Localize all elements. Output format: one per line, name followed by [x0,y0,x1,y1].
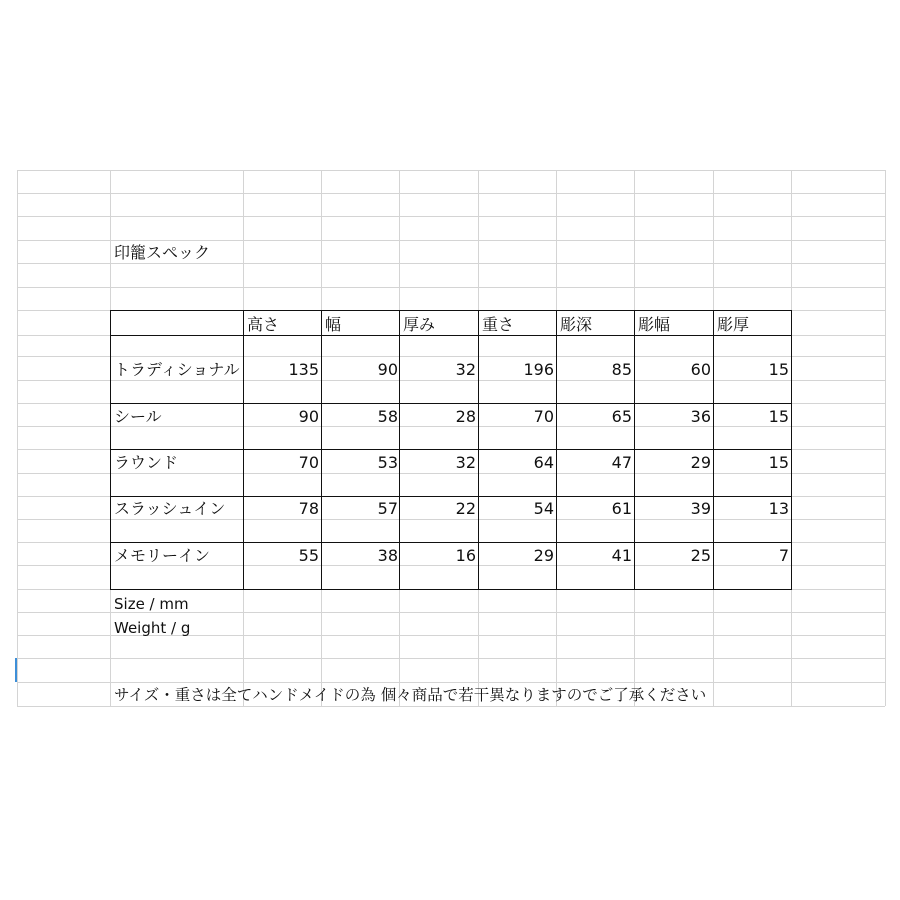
gridline-h [17,682,885,683]
table-cell[interactable]: 54 [533,499,554,518]
table-cell[interactable]: 29 [533,546,554,565]
column-header-weight[interactable]: 重さ [482,315,515,334]
size-unit-label[interactable]: Size / mm [114,595,189,613]
column-header-height[interactable]: 高さ [247,315,280,334]
gridline-h [17,706,885,707]
table-border-h [110,589,792,590]
row-label[interactable]: トラディショナル [114,360,240,379]
column-header-width[interactable]: 幅 [325,315,342,334]
gridline-h [17,473,885,474]
table-border-h [110,403,792,404]
table-cell[interactable]: 78 [298,499,319,518]
table-cell[interactable]: 61 [611,499,632,518]
gridline-h [17,356,885,357]
table-cell[interactable]: 32 [455,453,476,472]
table-cell[interactable]: 90 [298,407,319,426]
table-cell[interactable]: 25 [690,546,711,565]
table-border-h [110,310,792,311]
table-cell[interactable]: 58 [377,407,398,426]
table-cell[interactable]: 16 [455,546,476,565]
row-label[interactable]: ラウンド [114,453,179,472]
gridline-h [17,380,885,381]
column-header-thickness[interactable]: 厚み [403,315,436,334]
gridline-h [17,426,885,427]
table-cell[interactable]: 196 [523,360,554,379]
handmade-note[interactable]: サイズ・重さは全てハンドメイドの為 個々商品で若干異なりますのでご了承ください [114,686,707,704]
table-cell[interactable]: 135 [288,360,319,379]
table-cell[interactable]: 60 [690,360,711,379]
gridline-h [17,519,885,520]
table-cell[interactable]: 22 [455,499,476,518]
gridline-h [17,240,885,241]
table-cell[interactable]: 70 [533,407,554,426]
gridline-h [17,263,885,264]
column-header-engrave-thickness[interactable]: 彫厚 [717,315,750,334]
table-border-v [791,310,792,590]
gridline-v [17,170,18,706]
gridline-h [17,287,885,288]
table-border-h [110,449,792,450]
table-cell[interactable]: 39 [690,499,711,518]
table-cell[interactable]: 7 [778,546,789,565]
gridline-h [17,170,885,171]
table-cell[interactable]: 90 [377,360,398,379]
gridline-h [17,565,885,566]
table-cell[interactable]: 32 [455,360,476,379]
table-cell[interactable]: 15 [768,453,789,472]
table-cell[interactable]: 70 [298,453,319,472]
gridline-h [17,193,885,194]
table-cell[interactable]: 85 [611,360,632,379]
table-cell[interactable]: 38 [377,546,398,565]
gridline-h [17,658,885,659]
gridline-v [885,170,886,706]
table-border-h [110,496,792,497]
table-cell[interactable]: 15 [768,360,789,379]
table-cell[interactable]: 15 [768,407,789,426]
table-cell[interactable]: 65 [611,407,632,426]
row-label[interactable]: メモリーイン [114,546,211,565]
table-border-h [110,542,792,543]
weight-unit-label[interactable]: Weight / g [114,619,191,637]
table-cell[interactable]: 41 [611,546,632,565]
table-cell[interactable]: 53 [377,453,398,472]
row-label[interactable]: スラッシュイン [114,499,226,518]
table-cell[interactable]: 29 [690,453,711,472]
table-cell[interactable]: 28 [455,407,476,426]
sheet-title[interactable]: 印籠スペック [114,243,211,262]
gridline-h [17,216,885,217]
table-cell[interactable]: 64 [533,453,554,472]
table-border-h [110,335,792,336]
column-header-engrave-width[interactable]: 彫幅 [638,315,671,334]
column-header-engrave-depth[interactable]: 彫深 [560,315,593,334]
table-cell[interactable]: 55 [298,546,319,565]
row-label[interactable]: シール [114,407,162,426]
row-selection-marker [15,658,17,682]
table-cell[interactable]: 36 [690,407,711,426]
table-cell[interactable]: 57 [377,499,398,518]
table-cell[interactable]: 47 [611,453,632,472]
table-cell[interactable]: 13 [768,499,789,518]
